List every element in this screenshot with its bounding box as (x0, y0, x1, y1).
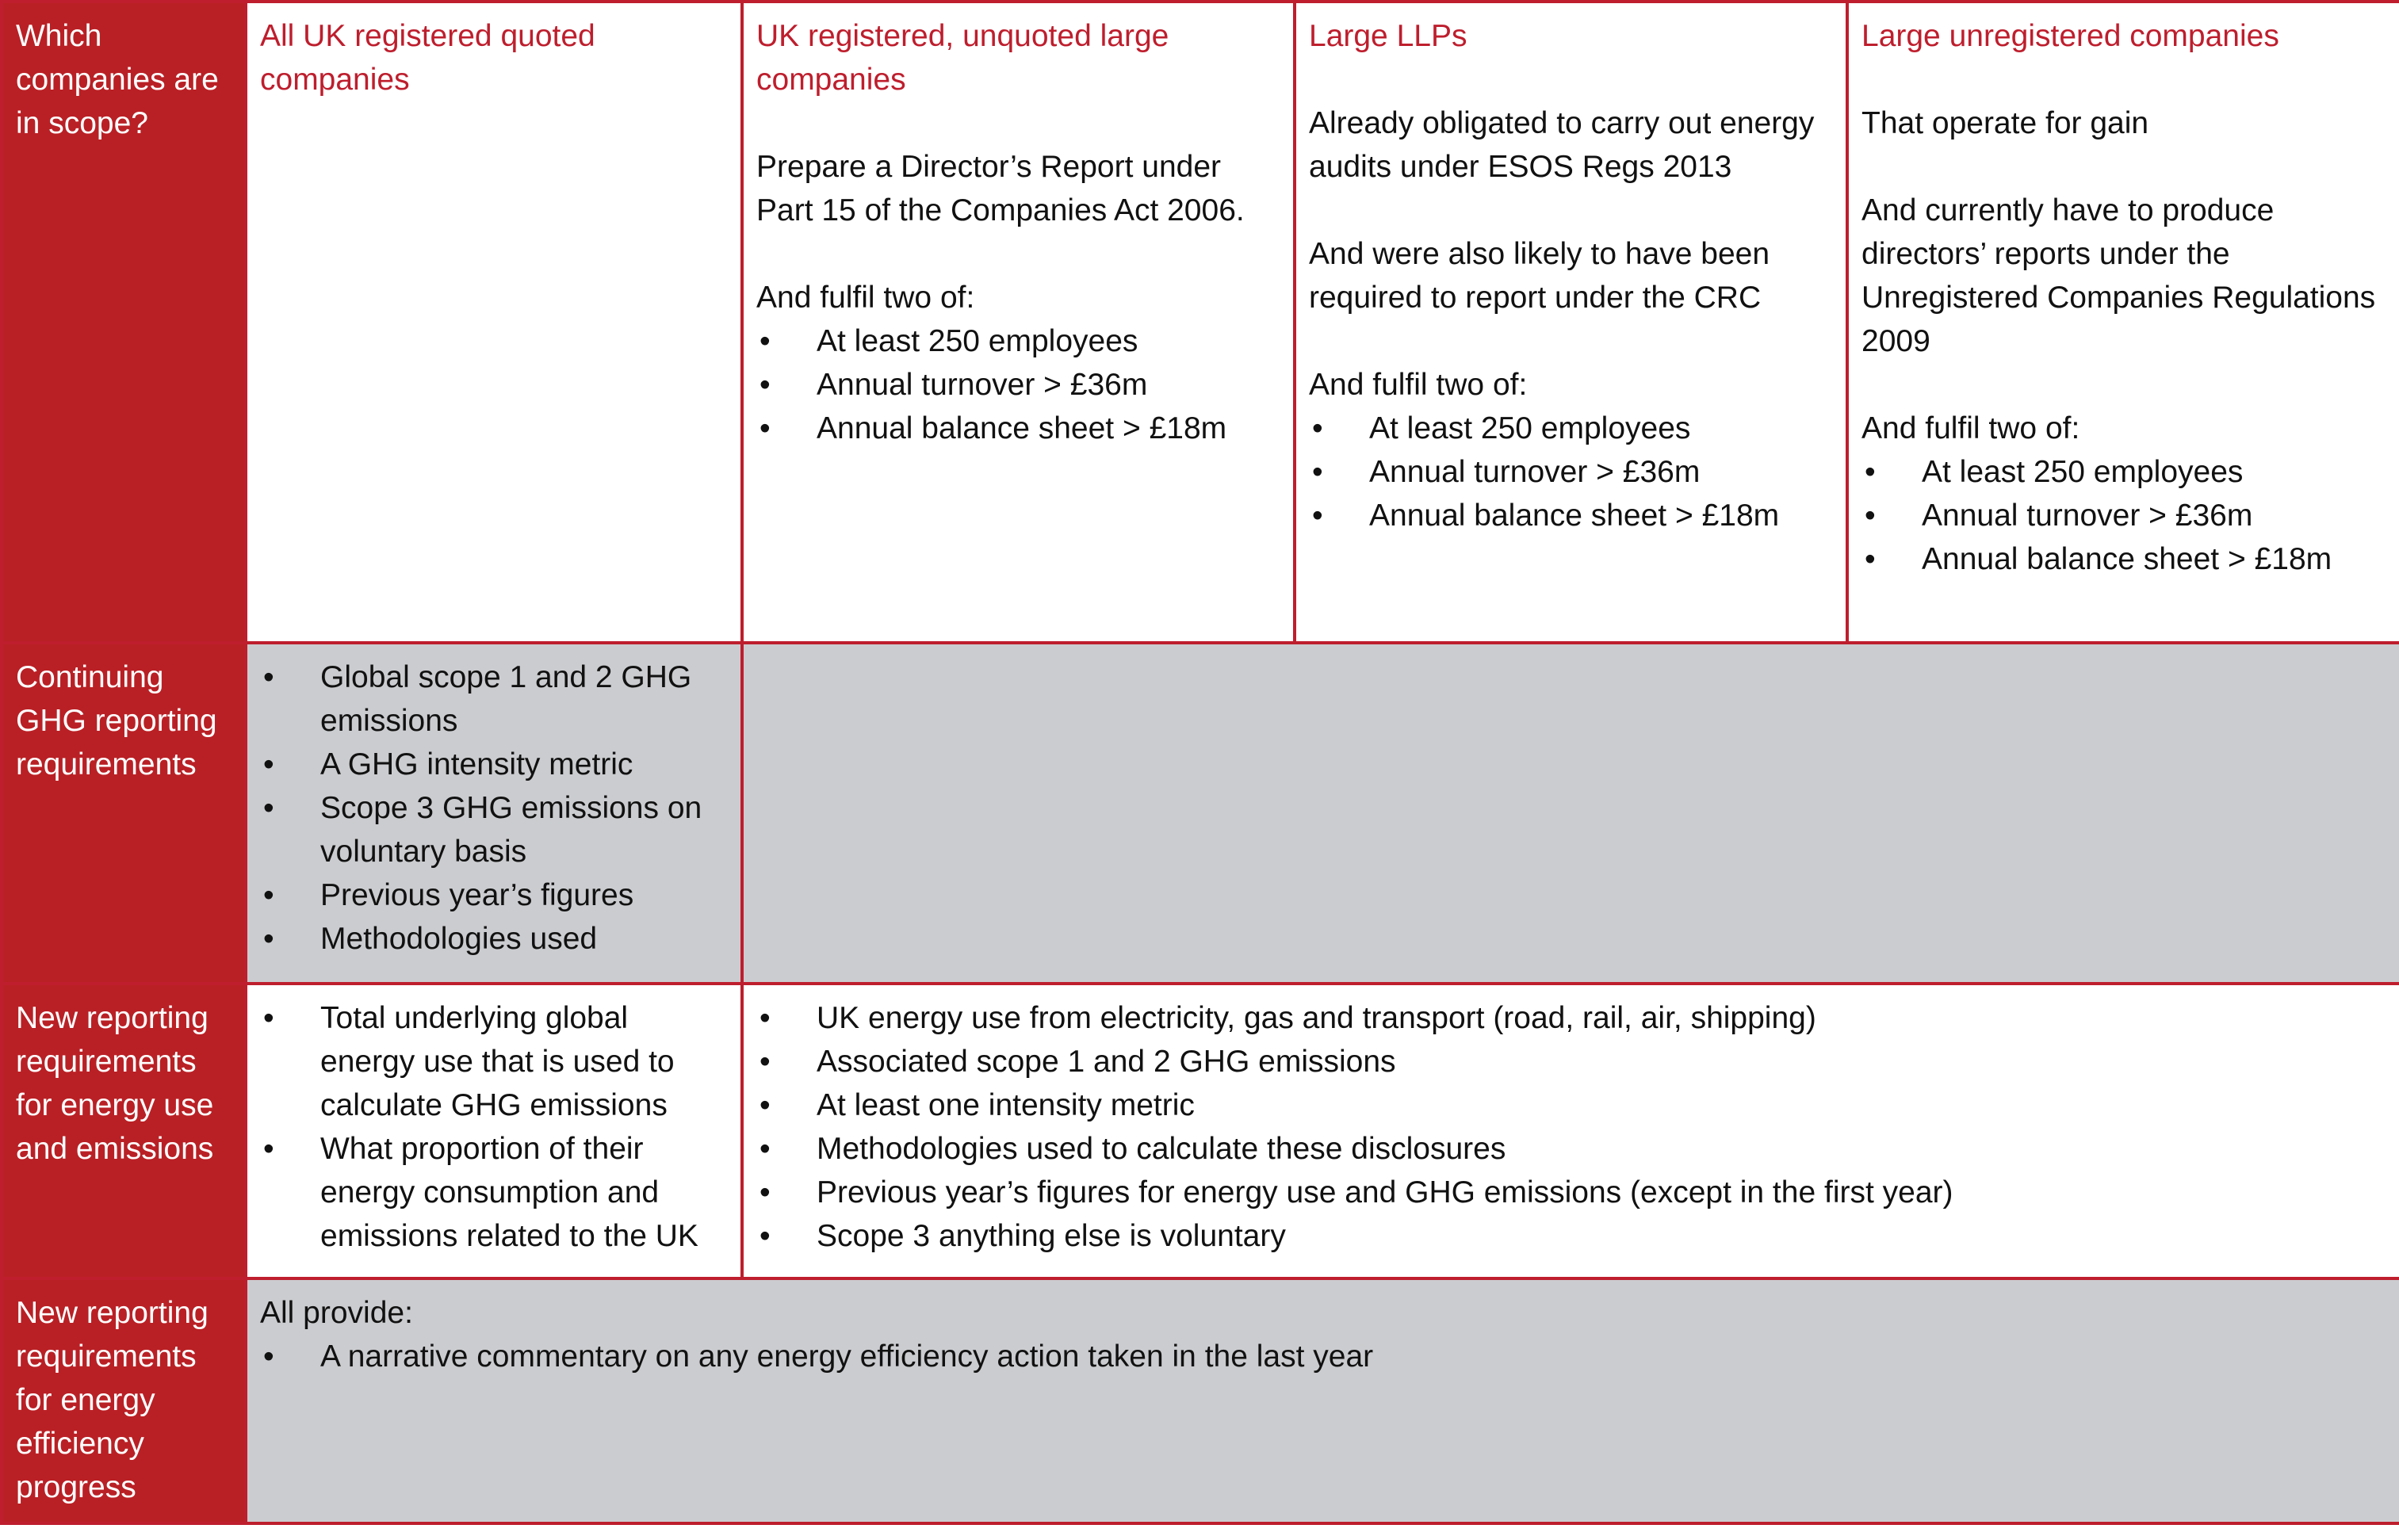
list-item: • Scope 3 GHG emissions on voluntary basis (260, 786, 728, 873)
bullet-icon: • (1312, 455, 1323, 489)
list-item: • Annual turnover > £36m (1309, 450, 1833, 494)
list-item: • Associated scope 1 and 2 GHG emissions (756, 1040, 2386, 1083)
llps-para-1: Already obligated to carry out energy audits under ESOS Regs 2013 (1309, 106, 1815, 184)
list-item: • Annual turnover > £36m (756, 363, 1280, 407)
unquoted-criteria-list (756, 319, 1280, 450)
list-item: • A narrative commentary on any energy efficiency action taken in the last year (260, 1335, 2386, 1378)
row-scope (2, 2, 2399, 643)
bullet-icon: • (759, 368, 771, 402)
list-item: • Scope 3 anything else is voluntary (756, 1214, 2386, 1258)
bullet-icon: • (759, 411, 771, 445)
bullet-icon: • (263, 1001, 274, 1035)
list-item: • Annual balance sheet > £18m (1861, 537, 2386, 581)
llps-criteria-list (1309, 407, 1833, 537)
row-header-continuing (2, 643, 246, 984)
list-item: • UK energy use from electricity, gas and transport (road, rail, air, shipping) (756, 996, 2386, 1040)
bullet-icon: • (759, 1088, 771, 1122)
cell-continuing-quoted (246, 643, 742, 984)
bullet-icon: • (263, 747, 274, 781)
list-item: • Total underlying global energy use that is used to calculate GHG emissions (260, 996, 728, 1127)
list-item: • What proportion of their energy consumption and emissions related to the UK (260, 1127, 728, 1258)
bullet-icon: • (1312, 499, 1323, 533)
row-header-continuing-text: Continuing GHG reporting requirements (16, 660, 217, 781)
list-item: • At least one intensity metric (756, 1083, 2386, 1127)
llps-para-2: And were also likely to have been required to report under the CRC (1309, 237, 1770, 315)
unregistered-para-3: And fulfil two of: (1861, 411, 2080, 445)
list-item: • At least 250 employees (756, 319, 1280, 363)
list-item: • Previous year’s figures for energy use and GHG emissions (except in the first year) (756, 1171, 2386, 1214)
list-item: • A GHG intensity metric (260, 743, 728, 786)
cell-quoted-companies (246, 2, 742, 643)
unquoted-para-1: Prepare a Director’s Report under Part 15 of the Companies Act 2006. (756, 150, 1245, 227)
row-new-efficiency (2, 1278, 2399, 1523)
bullet-icon: • (759, 1219, 771, 1253)
llps-para-3: And fulfil two of: (1309, 368, 1528, 402)
list-item: • Methodologies used (260, 917, 728, 961)
cell-continuing-empty (742, 643, 2399, 984)
column-title-unregistered: Large unregistered companies (1861, 19, 2279, 53)
bullet-icon: • (759, 1132, 771, 1166)
list-item: • Previous year’s figures (260, 873, 728, 917)
unregistered-para-1: That operate for gain (1861, 106, 2149, 140)
new-efficiency-intro: All provide: (260, 1296, 413, 1330)
bullet-icon: • (1865, 499, 1876, 533)
list-item: • Annual balance sheet > £18m (756, 407, 1280, 450)
bullet-icon: • (263, 878, 274, 912)
row-new-energy (2, 984, 2399, 1278)
cell-large-llps (1295, 2, 1847, 643)
column-title-llps: Large LLPs (1309, 19, 1467, 53)
cell-new-energy-others (742, 984, 2399, 1278)
row-header-new-energy-text: New reporting requirements for energy use and emissions (16, 1001, 214, 1166)
bullet-icon: • (263, 791, 274, 825)
row-header-scope-text: Which companies are in scope? (16, 19, 219, 140)
list-item: • Global scope 1 and 2 GHG emissions (260, 655, 728, 743)
row-header-new-efficiency-text: New reporting requirements for energy efficiency progress (16, 1296, 209, 1504)
new-energy-quoted-list (260, 996, 728, 1258)
bullet-icon: • (263, 1132, 274, 1166)
bullet-icon: • (1865, 455, 1876, 489)
column-title-quoted: All UK registered quoted companies (260, 19, 595, 97)
list-item: • At least 250 employees (1309, 407, 1833, 450)
cell-unquoted-large (742, 2, 1295, 643)
list-item: • Annual balance sheet > £18m (1309, 494, 1833, 537)
list-item: • At least 250 employees (1861, 450, 2386, 494)
list-item: • Methodologies used to calculate these disclosures (756, 1127, 2386, 1171)
new-energy-others-list (756, 996, 2386, 1258)
row-continuing (2, 643, 2399, 984)
bullet-icon: • (263, 1339, 274, 1374)
bullet-icon: • (759, 1175, 771, 1209)
new-efficiency-list (260, 1335, 2386, 1378)
list-item: • Annual turnover > £36m (1861, 494, 2386, 537)
column-title-unquoted: UK registered, unquoted large companies (756, 19, 1169, 97)
cell-new-energy-quoted (246, 984, 742, 1278)
continuing-list (260, 655, 728, 961)
bullet-icon: • (1865, 542, 1876, 576)
bullet-icon: • (1312, 411, 1323, 445)
bullet-icon: • (759, 1001, 771, 1035)
bullet-icon: • (263, 922, 274, 956)
unregistered-criteria-list (1861, 450, 2386, 581)
bullet-icon: • (759, 1045, 771, 1079)
unquoted-para-2: And fulfil two of: (756, 281, 975, 315)
cell-unregistered (1847, 2, 2399, 643)
row-header-new-energy (2, 984, 246, 1278)
cell-new-efficiency (246, 1278, 2399, 1523)
bullet-icon: • (759, 324, 771, 358)
bullet-icon: • (263, 660, 274, 694)
unregistered-para-2: And currently have to produce directors’ reports under the Unregistered Companies Regulations 2009 (1861, 193, 2376, 358)
row-header-new-efficiency (2, 1278, 246, 1523)
row-header-scope (2, 2, 246, 643)
